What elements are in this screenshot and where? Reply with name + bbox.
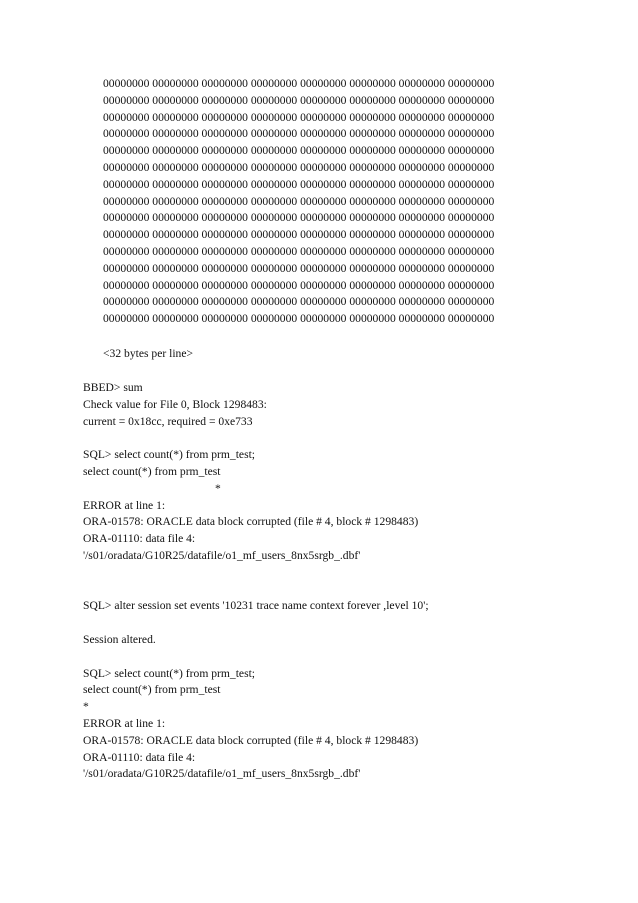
ora-01110-message-2: ORA-01110: data file 4:	[83, 750, 196, 764]
hex-row: 00000000 00000000 00000000 00000000 00000000 00000000 00000000 00000000	[103, 228, 495, 242]
bbed-current-required: current = 0x18cc, required = 0xe733	[83, 414, 253, 428]
alter-session-command: SQL> alter session set events '10231 trace name context forever ,level 10';	[83, 599, 429, 613]
hex-row: 00000000 00000000 00000000 00000000 00000000 00000000 00000000 00000000	[103, 278, 495, 292]
hex-row: 00000000 00000000 00000000 00000000 00000000 00000000 00000000 00000000	[103, 194, 495, 208]
datafile-path-1: '/s01/oradata/G10R25/datafile/o1_mf_users_8nx5srgb_.dbf'	[83, 548, 361, 562]
hex-row: 00000000 00000000 00000000 00000000 00000000 00000000 00000000 00000000	[103, 244, 495, 258]
datafile-path-2: '/s01/oradata/G10R25/datafile/o1_mf_users_8nx5srgb_.dbf'	[83, 767, 361, 781]
sql-echo-2: select count(*) from prm_test	[83, 683, 221, 697]
hex-row: 00000000 00000000 00000000 00000000 00000000 00000000 00000000 00000000	[103, 211, 495, 225]
hex-row: 00000000 00000000 00000000 00000000 00000000 00000000 00000000 00000000	[103, 77, 495, 90]
ora-01578-message-1: ORA-01578: ORACLE data block corrupted (file # 4, block # 1298483)	[83, 515, 419, 529]
hex-row: 00000000 00000000 00000000 00000000 00000000 00000000 00000000 00000000	[103, 160, 495, 174]
sql-error-caret-1: *	[215, 481, 221, 495]
ora-01578-message-2: ORA-01578: ORACLE data block corrupted (file # 4, block # 1298483)	[83, 733, 419, 747]
spacer	[83, 649, 583, 666]
sql-error-line-2: ERROR at line 1:	[83, 716, 166, 730]
hex-dump-block	[103, 76, 523, 328]
hex-row: 00000000 00000000 00000000 00000000 00000000 00000000 00000000 00000000	[103, 110, 495, 124]
bbed-check-value: Check value for File 0, Block 1298483:	[83, 397, 267, 411]
sql-command-2: SQL> select count(*) from prm_test;	[83, 666, 256, 680]
spacer	[83, 615, 583, 632]
hex-row: 00000000 00000000 00000000 00000000 00000000 00000000 00000000 00000000	[103, 177, 495, 191]
hex-row: 00000000 00000000 00000000 00000000 00000000 00000000 00000000 00000000	[103, 312, 495, 326]
sql-command-1: SQL> select count(*) from prm_test;	[83, 448, 256, 462]
hex-row: 00000000 00000000 00000000 00000000 00000000 00000000 00000000 00000000	[103, 144, 495, 158]
sql-echo-1: select count(*) from prm_test	[83, 464, 221, 478]
hex-row: 00000000 00000000 00000000 00000000 00000000 00000000 00000000 00000000	[103, 261, 495, 275]
bbed-sum-command: BBED> sum	[83, 381, 143, 394]
spacer	[83, 565, 583, 599]
bytes-per-line-note: <32 bytes per line>	[103, 347, 194, 360]
hex-row: 00000000 00000000 00000000 00000000 00000000 00000000 00000000 00000000	[103, 295, 495, 309]
hex-row: 00000000 00000000 00000000 00000000 00000000 00000000 00000000 00000000	[103, 93, 495, 107]
session-altered-message: Session altered.	[83, 632, 156, 646]
ora-01110-message-1: ORA-01110: data file 4:	[83, 532, 196, 546]
spacer	[83, 430, 583, 447]
sql-error-line-1: ERROR at line 1:	[83, 498, 166, 512]
sql-error-caret-2: *	[83, 700, 89, 714]
terminal-session	[83, 380, 583, 783]
hex-row: 00000000 00000000 00000000 00000000 00000000 00000000 00000000 00000000	[103, 127, 495, 141]
